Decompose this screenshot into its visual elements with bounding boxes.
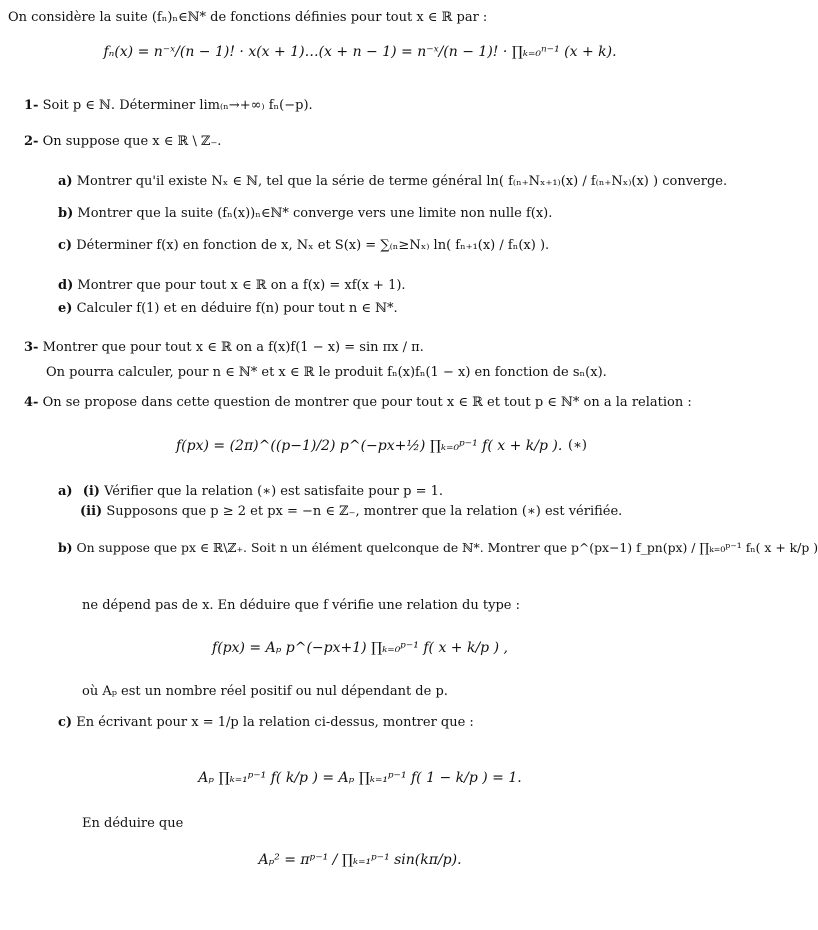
question-2-number: 2- (24, 134, 39, 149)
question-4 (24, 395, 692, 411)
question-3-number: 3- (24, 340, 39, 355)
question-4b-text: On suppose que px ∈ ℝ\ℤ₊. Soit n un élément quelconque de ℕ*. Montrer que p^(px−1) f_pn(px) / ∏ₖ₌₀ᵖ⁻¹ fₙ( x + k/p ) (76, 540, 818, 555)
question-1-number: 1- (24, 98, 39, 113)
question-3-hint: On pourra calculer, pour n ∈ ℕ* et x ∈ ℝ le produit fₙ(x)fₙ(1 − x) en fonction de sₙ(x). (46, 365, 607, 380)
intro-text: On considère la suite (fₙ)ₙ∈ℕ* de fonctions définies pour tout x ∈ ℝ par : (8, 10, 488, 25)
question-4c (58, 715, 474, 731)
ap-squared-equation: Aₚ² = πᵖ⁻¹ / ∏ₖ₌₁ᵖ⁻¹ sin(kπ/p). (258, 852, 462, 868)
question-2a (58, 174, 727, 190)
question-4a-i-label: (i) (82, 484, 100, 499)
relation-star-tag: (∗) (568, 438, 587, 453)
question-2d-text: Montrer que pour tout x ∈ ℝ on a f(x) = xf(x + 1). (77, 278, 406, 293)
question-4c-text: En écrivant pour x = 1/p la relation ci-dessus, montrer que : (76, 715, 474, 730)
question-4a-ii (80, 504, 622, 520)
question-4b (58, 540, 818, 556)
question-1 (24, 98, 313, 114)
question-2b-text: Montrer que la suite (fₙ(x))ₙ∈ℕ* converge vers une limite non nulle f(x). (77, 206, 553, 221)
relation-ap-equation: f(px) = Aₚ p^(−px+1) ∏ₖ₌₀ᵖ⁻¹ f( x + k/p ) , (212, 640, 508, 656)
question-1-text: Soit p ∈ ℕ. Déterminer lim₍ₙ→+∞₎ fₙ(−p). (42, 98, 313, 113)
question-2a-text: Montrer qu'il existe Nₓ ∈ ℕ, tel que la série de terme général ln( f₍ₙ₊Nₓ₊₁₎(x) / f₍ₙ₊Nₓ₎(x) ) converge. (76, 174, 728, 189)
deduce-text: En déduire que (82, 816, 184, 831)
question-4a-i-text: Vérifier que la relation (∗) est satisfaite pour p = 1. (104, 484, 443, 499)
question-4-number: 4- (24, 395, 39, 410)
question-2c-text: Déterminer f(x) en fonction de x, Nₓ et S(x) = ∑₍ₙ≥Nₓ₎ ln( fₙ₊₁(x) / fₙ(x) ). (76, 238, 550, 253)
question-2 (24, 134, 221, 150)
relation-star-equation: f(px) = (2π)^((p−1)/2) p^(−px+½) ∏ₖ₌₀ᵖ⁻¹ f( x + k/p ). (176, 438, 563, 454)
question-3-text: Montrer que pour tout x ∈ ℝ on a f(x)f(1 − x) = sin πx / π. (42, 340, 424, 355)
question-2-text: On suppose que x ∈ ℝ \ ℤ₋. (42, 134, 222, 149)
question-2b (58, 206, 552, 222)
question-4b-after: où Aₚ est un nombre réel positif ou nul dépendant de p. (82, 684, 448, 699)
question-4-text: On se propose dans cette question de montrer que pour tout x ∈ ℝ et tout p ∈ ℕ* on a la relation : (42, 395, 692, 410)
question-4c-label: c) (58, 715, 73, 730)
question-2e-label: e) (58, 301, 73, 316)
question-4a-label: a) (58, 484, 73, 499)
question-4a-ii-text: Supposons que p ≥ 2 et px = −n ∈ ℤ₋, montrer que la relation (∗) est vérifiée. (106, 504, 623, 519)
question-2e-text: Calculer f(1) et en déduire f(n) pour tout n ∈ ℕ*. (76, 301, 398, 316)
question-2c-label: c) (58, 238, 73, 253)
question-2d-label: d) (58, 278, 74, 293)
question-4a-ii-label: (ii) (80, 504, 103, 519)
question-2a-label: a) (58, 174, 73, 189)
question-2b-label: b) (58, 206, 74, 221)
question-2e (58, 301, 398, 317)
definition-equation: fₙ(x) = n⁻ˣ/(n − 1)! · x(x + 1)…(x + n − 1) = n⁻ˣ/(n − 1)! · ∏ₖ₌₀ⁿ⁻¹ (x + k). (103, 44, 617, 60)
question-4b-continuation: ne dépend pas de x. En déduire que f vérifie une relation du type : (82, 598, 520, 613)
question-4b-label: b) (58, 540, 73, 555)
question-2d (58, 278, 406, 294)
product-identity-equation: Aₚ ∏ₖ₌₁ᵖ⁻¹ f( k/p ) = Aₚ ∏ₖ₌₁ᵖ⁻¹ f( 1 − k/p ) = 1. (198, 770, 522, 786)
question-3 (24, 340, 424, 356)
question-4a-i (58, 484, 443, 500)
question-2c (58, 238, 549, 254)
